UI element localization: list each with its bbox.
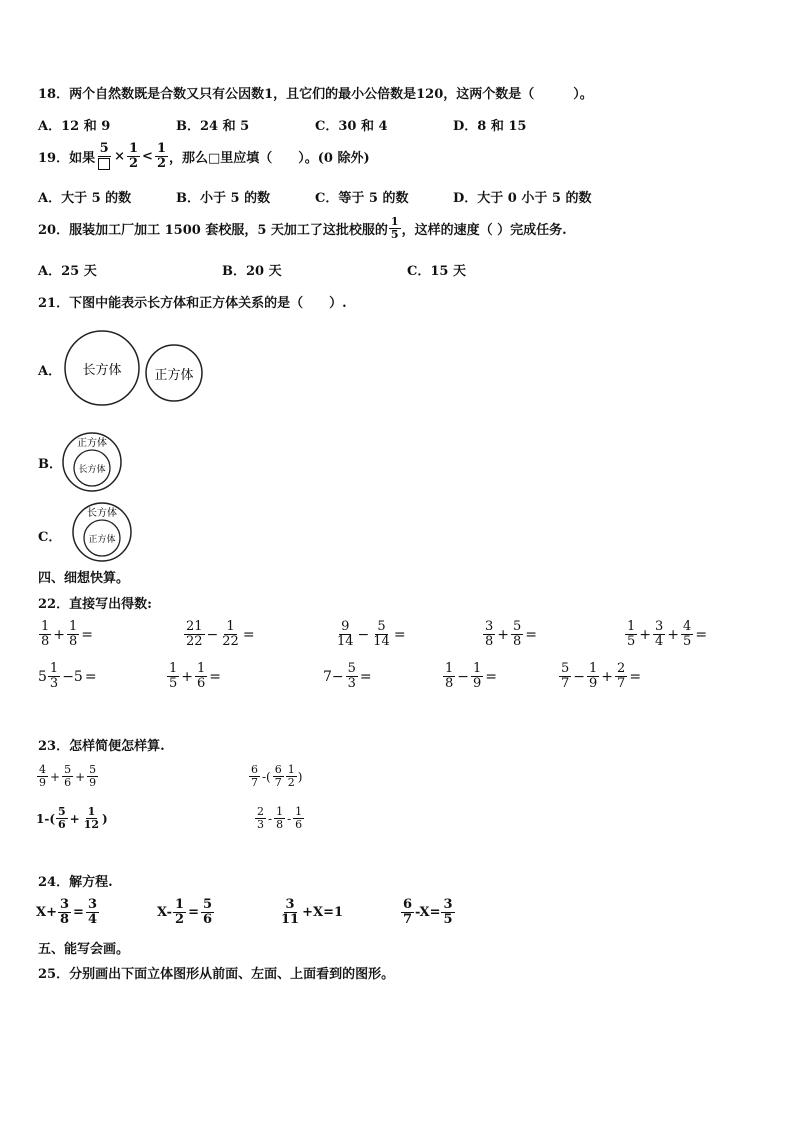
question-19: 19．如果 5 × $\frac{1}{2}$ < $\frac{1}{2}$ ，那么□里应填（ ）。(0 除外) bbox=[38, 141, 370, 171]
q18-option-c: C．30 和 4 bbox=[315, 119, 388, 134]
q21-option-a-label: A． bbox=[38, 364, 62, 379]
q21-option-b-label: B． bbox=[38, 457, 62, 472]
question-18: 18．两个自然数既是合数又只有公因数1，且它们的最小公倍数是120，这两个数是（ ）。 bbox=[38, 87, 593, 102]
venn-diagram-c bbox=[70, 500, 140, 564]
venn-a-cube-label: 正方体 bbox=[154, 368, 194, 383]
question-25: 25．分别画出下面立体图形从前面、左面、上面看到的图形。 bbox=[38, 967, 395, 982]
section-4-title: 四、细想快算。 bbox=[38, 571, 130, 586]
q24-equation-3: $\frac{3}{11}$ +X=1 bbox=[281, 897, 344, 927]
venn-a-cuboid-label: 长方体 bbox=[82, 363, 122, 378]
q22-expr-2: $\frac{21}{22}$ − $\frac{1}{22}$ = bbox=[186, 619, 255, 649]
q22-expr-4: $\frac{3}{8}$ + $\frac{5}{8}$ = bbox=[485, 619, 538, 649]
q19-prefix: 19．如果 bbox=[38, 151, 96, 166]
q24-equation-2: X- $\frac{1}{2}$ = $\frac{5}{6}$ bbox=[157, 897, 213, 927]
q20-suffix: ，这样的速度（ ）完成任务. bbox=[401, 223, 567, 238]
q19-option-d: D．大于 0 小于 5 的数 bbox=[453, 191, 592, 206]
question-22: 22．直接写出得数: bbox=[38, 597, 152, 612]
question-24: 24．解方程. bbox=[38, 875, 113, 890]
q21-option-c-label: C． bbox=[38, 530, 62, 545]
venn-b-cuboid-label: 长方体 bbox=[78, 465, 106, 475]
venn-diagram-a bbox=[62, 328, 207, 408]
q22-expr-5: $\frac{1}{5}$ + $\frac{3}{4}$ + $\frac{4}{5}$ = bbox=[627, 619, 708, 649]
q20-option-c: C．15 天 bbox=[407, 264, 466, 279]
q23-expr-3: 1-( $\frac{5}{6}$ + $\frac{1}{12}$ ) bbox=[36, 805, 108, 831]
venn-diagram-b bbox=[60, 430, 130, 494]
q18-option-b: B．24 和 5 bbox=[176, 119, 250, 134]
q22-expr-1: $\frac{1}{8}$ + $\frac{1}{8}$ = bbox=[41, 619, 94, 649]
q22-expr-7: $\frac{1}{5}$ + $\frac{1}{6}$ = bbox=[169, 661, 222, 691]
q20-option-a: A．25 天 bbox=[38, 264, 97, 279]
blank-box bbox=[98, 158, 110, 170]
q19-option-c: C．等于 5 的数 bbox=[315, 191, 409, 206]
q22-expr-10: $\frac{5}{7}$ − $\frac{1}{9}$ + $\frac{2}{7}$ = bbox=[561, 661, 642, 691]
q19-suffix: ，那么□里应填（ ）。(0 除外) bbox=[169, 151, 370, 166]
q22-expr-8: 7− $\frac{5}{3}$ = bbox=[323, 661, 372, 691]
question-20 bbox=[38, 216, 567, 241]
q22-expr-3: $\frac{9}{14}$ − $\frac{5}{14}$ = bbox=[337, 619, 406, 649]
q22-expr-6: 5 $\frac{1}{3}$ −5 = bbox=[38, 661, 97, 691]
section-5-title: 五、能写会画。 bbox=[38, 942, 130, 957]
q20-prefix: 20．服装加工厂加工 1500 套校服，5 天加工了这批校服的 bbox=[38, 223, 388, 238]
venn-b-cube-label: 正方体 bbox=[77, 438, 107, 449]
q19-fraction-3: $\frac{1}{2}$ bbox=[156, 141, 166, 171]
q20-fraction: $\frac{1}{5}$ bbox=[390, 215, 399, 241]
q19-option-b: B．小于 5 的数 bbox=[176, 191, 271, 206]
q24-equation-1: X+ $\frac{3}{8}$ = $\frac{3}{4}$ bbox=[36, 897, 97, 927]
q19-fraction-1: 5 bbox=[96, 142, 112, 171]
question-23: 23．怎样简便怎样算. bbox=[38, 739, 165, 754]
q22-expr-9: $\frac{1}{8}$ − $\frac{1}{9}$ = bbox=[445, 661, 498, 691]
q18-option-d: D．8 和 15 bbox=[453, 119, 527, 134]
question-21: 21．下图中能表示长方体和正方体关系的是（ ）. bbox=[38, 296, 347, 311]
venn-c-cube-label: 正方体 bbox=[88, 535, 116, 545]
q24-equation-4: $\frac{6}{7}$ -X= $\frac{3}{5}$ bbox=[403, 897, 453, 927]
q23-expr-2: $\frac{6}{7}$ -( $\frac{6}{7}$ $\frac{1}{2}$ ) bbox=[251, 763, 303, 789]
q18-option-a: A．12 和 9 bbox=[38, 119, 111, 134]
q23-expr-1: $\frac{4}{9}$ + $\frac{5}{6}$ + $\frac{5}{9}$ bbox=[39, 763, 97, 789]
q19-option-a: A．大于 5 的数 bbox=[38, 191, 132, 206]
q20-option-b: B．20 天 bbox=[222, 264, 282, 279]
q19-fraction-2: $\frac{1}{2}$ bbox=[129, 141, 139, 171]
q23-expr-4: $\frac{2}{3}$ - $\frac{1}{8}$ - $\frac{1}{6}$ bbox=[257, 805, 303, 831]
venn-c-cuboid-label: 长方体 bbox=[87, 508, 117, 519]
